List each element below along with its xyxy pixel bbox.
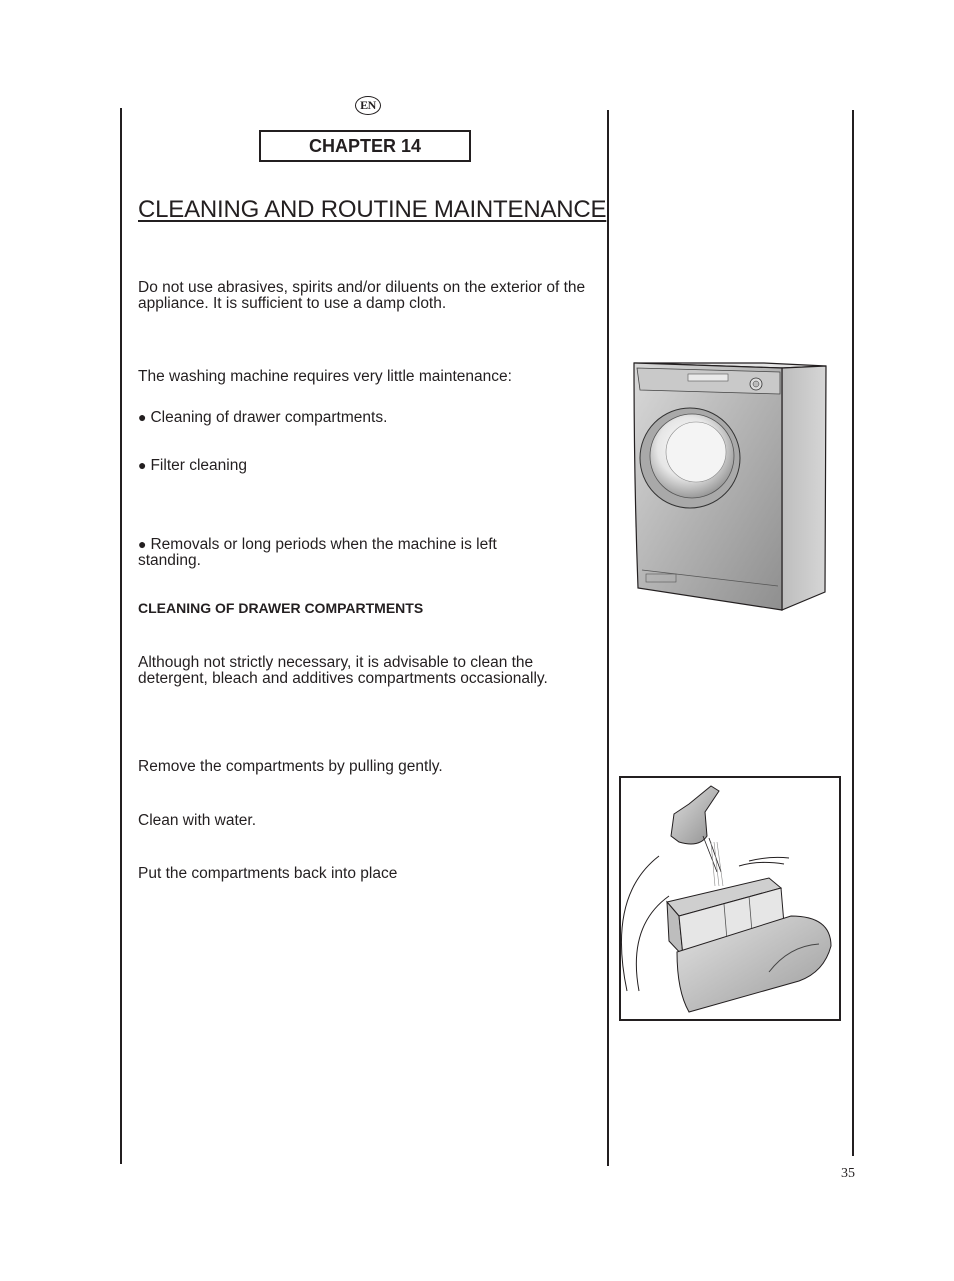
bullet-item	[138, 536, 558, 569]
column-divider-rule	[607, 110, 609, 1166]
step-replace: Put the compartments back into place	[138, 865, 398, 882]
step-remove: Remove the compartments by pulling gently.	[138, 758, 443, 775]
bullet-item	[138, 409, 590, 426]
page-title: CLEANING AND ROUTINE MAINTENANCE	[138, 196, 607, 223]
exterior-cleaning-note: Do not use abrasives, spirits and/or diluents on the exterior of the appliance. It is sufficient to use a damp cloth.	[138, 279, 586, 312]
washing-machine-illustration	[632, 360, 828, 614]
bullet-icon: ●	[138, 457, 147, 473]
bullet-item	[138, 457, 590, 474]
right-margin-rule	[852, 110, 854, 1156]
advice-paragraph: Although not strictly necessary, it is advisable to clean the detergent, bleach and additives compartments occasionally.	[138, 654, 548, 687]
bullet-icon: ●	[138, 536, 147, 552]
page-number: 35	[841, 1166, 855, 1181]
drawer-under-tap-illustration	[619, 776, 841, 1022]
section-heading: CLEANING OF DRAWER COMPARTMENTS	[138, 600, 424, 616]
bullet-text: Cleaning of drawer compartments.	[150, 409, 388, 426]
bullet-icon: ●	[138, 409, 147, 425]
left-margin-rule	[120, 108, 122, 1164]
language-badge: EN	[355, 96, 381, 115]
bullet-text: Filter cleaning	[150, 457, 247, 474]
chapter-label: CHAPTER 14	[259, 130, 471, 162]
step-clean: Clean with water.	[138, 812, 257, 829]
maintenance-intro: The washing machine requires very little maintenance:	[138, 368, 512, 385]
bullet-text: Removals or long periods when the machine is left standing.	[138, 536, 497, 569]
